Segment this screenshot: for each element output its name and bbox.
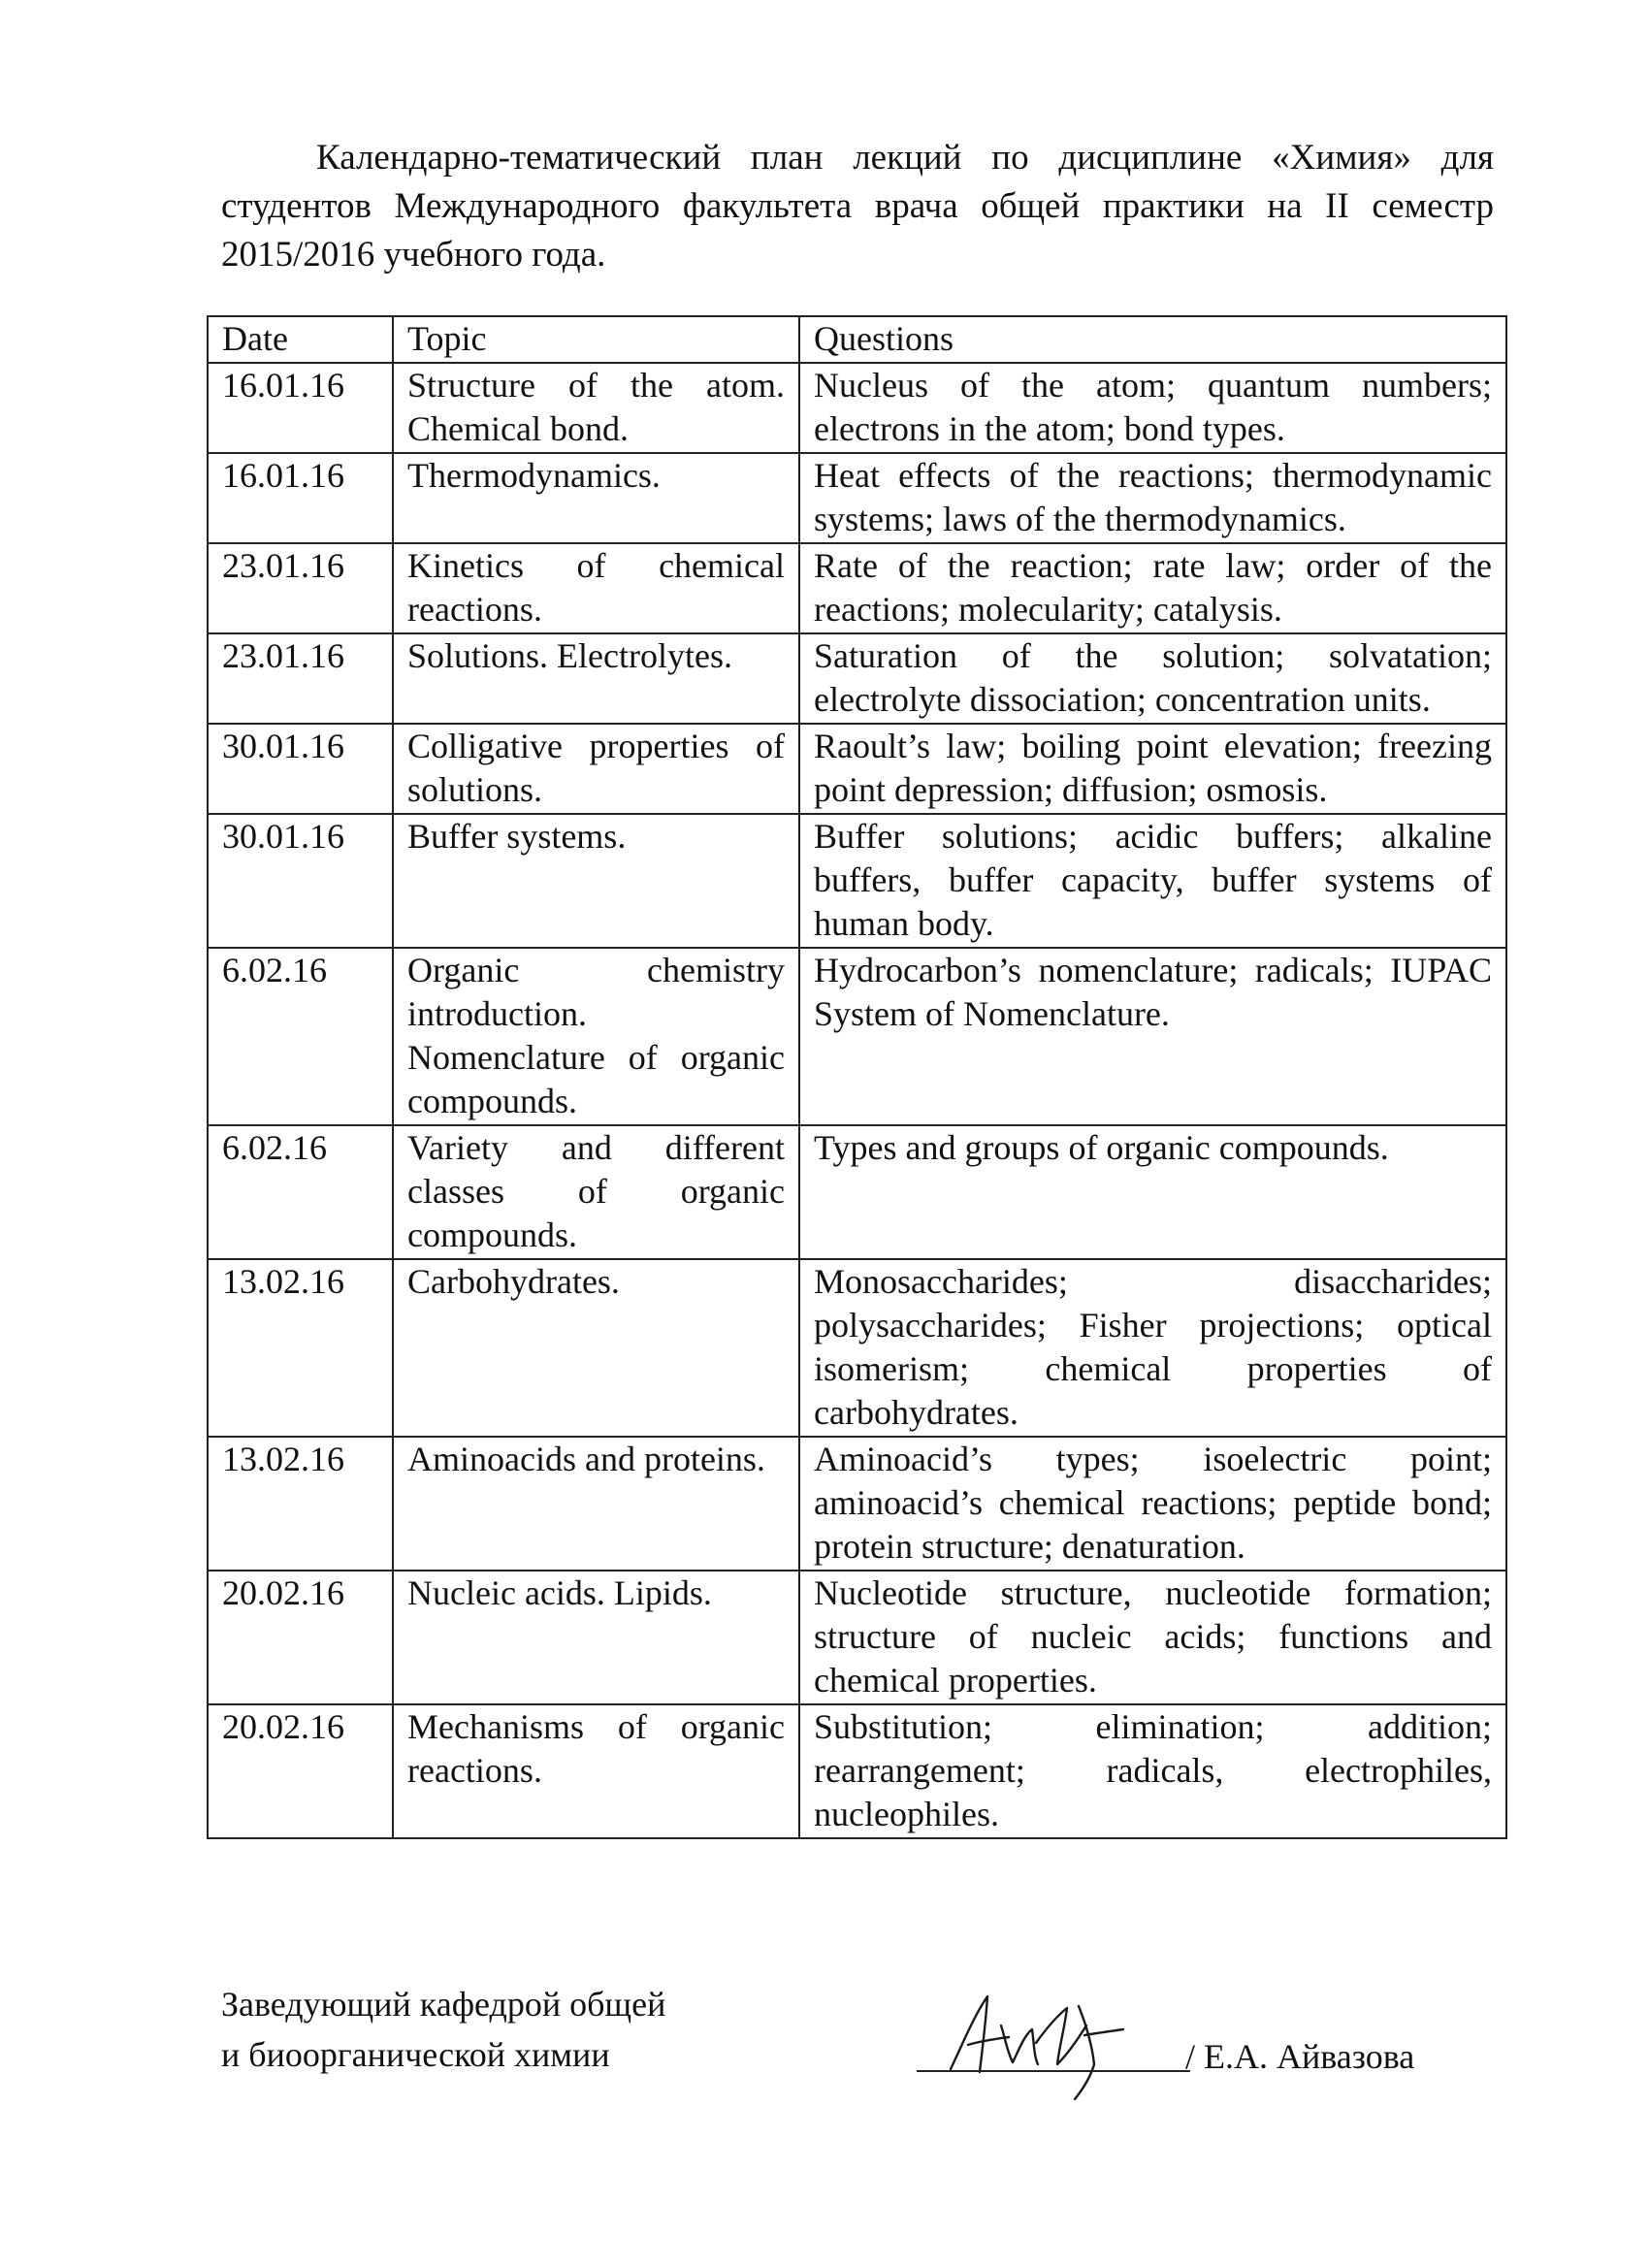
cell-topic: Structure of the atom. Chemical bond.: [393, 363, 799, 453]
cell-date: 13.02.16: [208, 1437, 393, 1571]
cell-topic: Buffer systems.: [393, 814, 799, 948]
cell-questions: Hydrocarbon’s nomenclature; radicals; IUPAC System of Nomenclature.: [799, 948, 1506, 1125]
cell-questions: Buffer solutions; acidic buffers; alkaline buffers, buffer capacity, buffer systems of human body.: [799, 814, 1506, 948]
cell-date: 20.02.16: [208, 1704, 393, 1838]
cell-date: 30.01.16: [208, 724, 393, 814]
cell-topic: Thermodynamics.: [393, 453, 799, 543]
cell-questions: Nucleus of the atom; quantum numbers; electrons in the atom; bond types.: [799, 363, 1506, 453]
cell-date: 20.02.16: [208, 1571, 393, 1704]
cell-questions: Saturation of the solution; solvatation; electrolyte dissociation; concentration units.: [799, 633, 1506, 724]
cell-questions: Rate of the reaction; rate law; order of the reactions; molecularity; catalysis.: [799, 543, 1506, 633]
header-questions: Questions: [799, 316, 1506, 363]
table-row: [208, 1704, 1506, 1838]
table-row: [208, 1259, 1506, 1437]
signatory-position-line1: Заведующий кафедрой общей: [221, 1985, 666, 2024]
cell-topic: Variety and different classes of organic compounds.: [393, 1125, 799, 1259]
cell-questions: Nucleotide structure, nucleotide formation; structure of nucleic acids; functions and chemical properties.: [799, 1571, 1506, 1704]
table-row: [208, 1437, 1506, 1571]
cell-topic: Carbohydrates.: [393, 1259, 799, 1437]
cell-questions: Types and groups of organic compounds.: [799, 1125, 1506, 1259]
table-row: [208, 363, 1506, 453]
cell-date: 16.01.16: [208, 453, 393, 543]
document-intro: Календарно-тематический план лекций по дисциплине «Химия» для студентов Международного факультета врача общей практики на II семестр 2015/2016 учебного года.: [221, 138, 1494, 275]
cell-topic: Nucleic acids. Lipids.: [393, 1571, 799, 1704]
cell-date: 30.01.16: [208, 814, 393, 948]
cell-questions: Substitution; elimination; addition; rearrangement; radicals, electrophiles, nucleophiles.: [799, 1704, 1506, 1838]
cell-questions: Heat effects of the reactions; thermodynamic systems; laws of the thermodynamics.: [799, 453, 1506, 543]
header-date: Date: [208, 316, 393, 363]
cell-date: 13.02.16: [208, 1259, 393, 1437]
cell-questions: Monosaccharides; disaccharides; polysaccharides; Fisher projections; optical isomerism; chemical properties of carbohydrates.: [799, 1259, 1506, 1437]
table-row: [208, 814, 1506, 948]
lecture-plan-table: [207, 315, 1507, 1839]
cell-date: 6.02.16: [208, 1125, 393, 1259]
cell-date: 23.01.16: [208, 543, 393, 633]
header-topic: Topic: [393, 316, 799, 363]
table-row: [208, 948, 1506, 1125]
table-row: [208, 633, 1506, 724]
cell-questions: Raoult’s law; boiling point elevation; freezing point depression; diffusion; osmosis.: [799, 724, 1506, 814]
signature-line: [917, 2070, 1190, 2072]
table-row: [208, 453, 1506, 543]
cell-topic: Solutions. Electrolytes.: [393, 633, 799, 724]
signatory-position: [221, 1979, 665, 2080]
handwritten-signature: [912, 1987, 1193, 2103]
signatory-name: / Е.А. Айвазова: [1185, 2037, 1415, 2076]
cell-questions: Aminoacid’s types; isoelectric point; aminoacid’s chemical reactions; peptide bond; protein structure; denaturation.: [799, 1437, 1506, 1571]
cell-topic: Colligative properties of solutions.: [393, 724, 799, 814]
table-header-row: [208, 316, 1506, 363]
cell-date: 6.02.16: [208, 948, 393, 1125]
cell-date: 23.01.16: [208, 633, 393, 724]
table-row: [208, 543, 1506, 633]
cell-topic: Organic chemistry introduction. Nomenclature of organic compounds.: [393, 948, 799, 1125]
cell-topic: Kinetics of chemical reactions.: [393, 543, 799, 633]
cell-topic: Aminoacids and proteins.: [393, 1437, 799, 1571]
signatory-position-line2: и биоорганической химии: [221, 2035, 610, 2074]
cell-topic: Mechanisms of organic reactions.: [393, 1704, 799, 1838]
cell-date: 16.01.16: [208, 363, 393, 453]
table-row: [208, 1571, 1506, 1704]
table-row: [208, 1125, 1506, 1259]
table-row: [208, 724, 1506, 814]
